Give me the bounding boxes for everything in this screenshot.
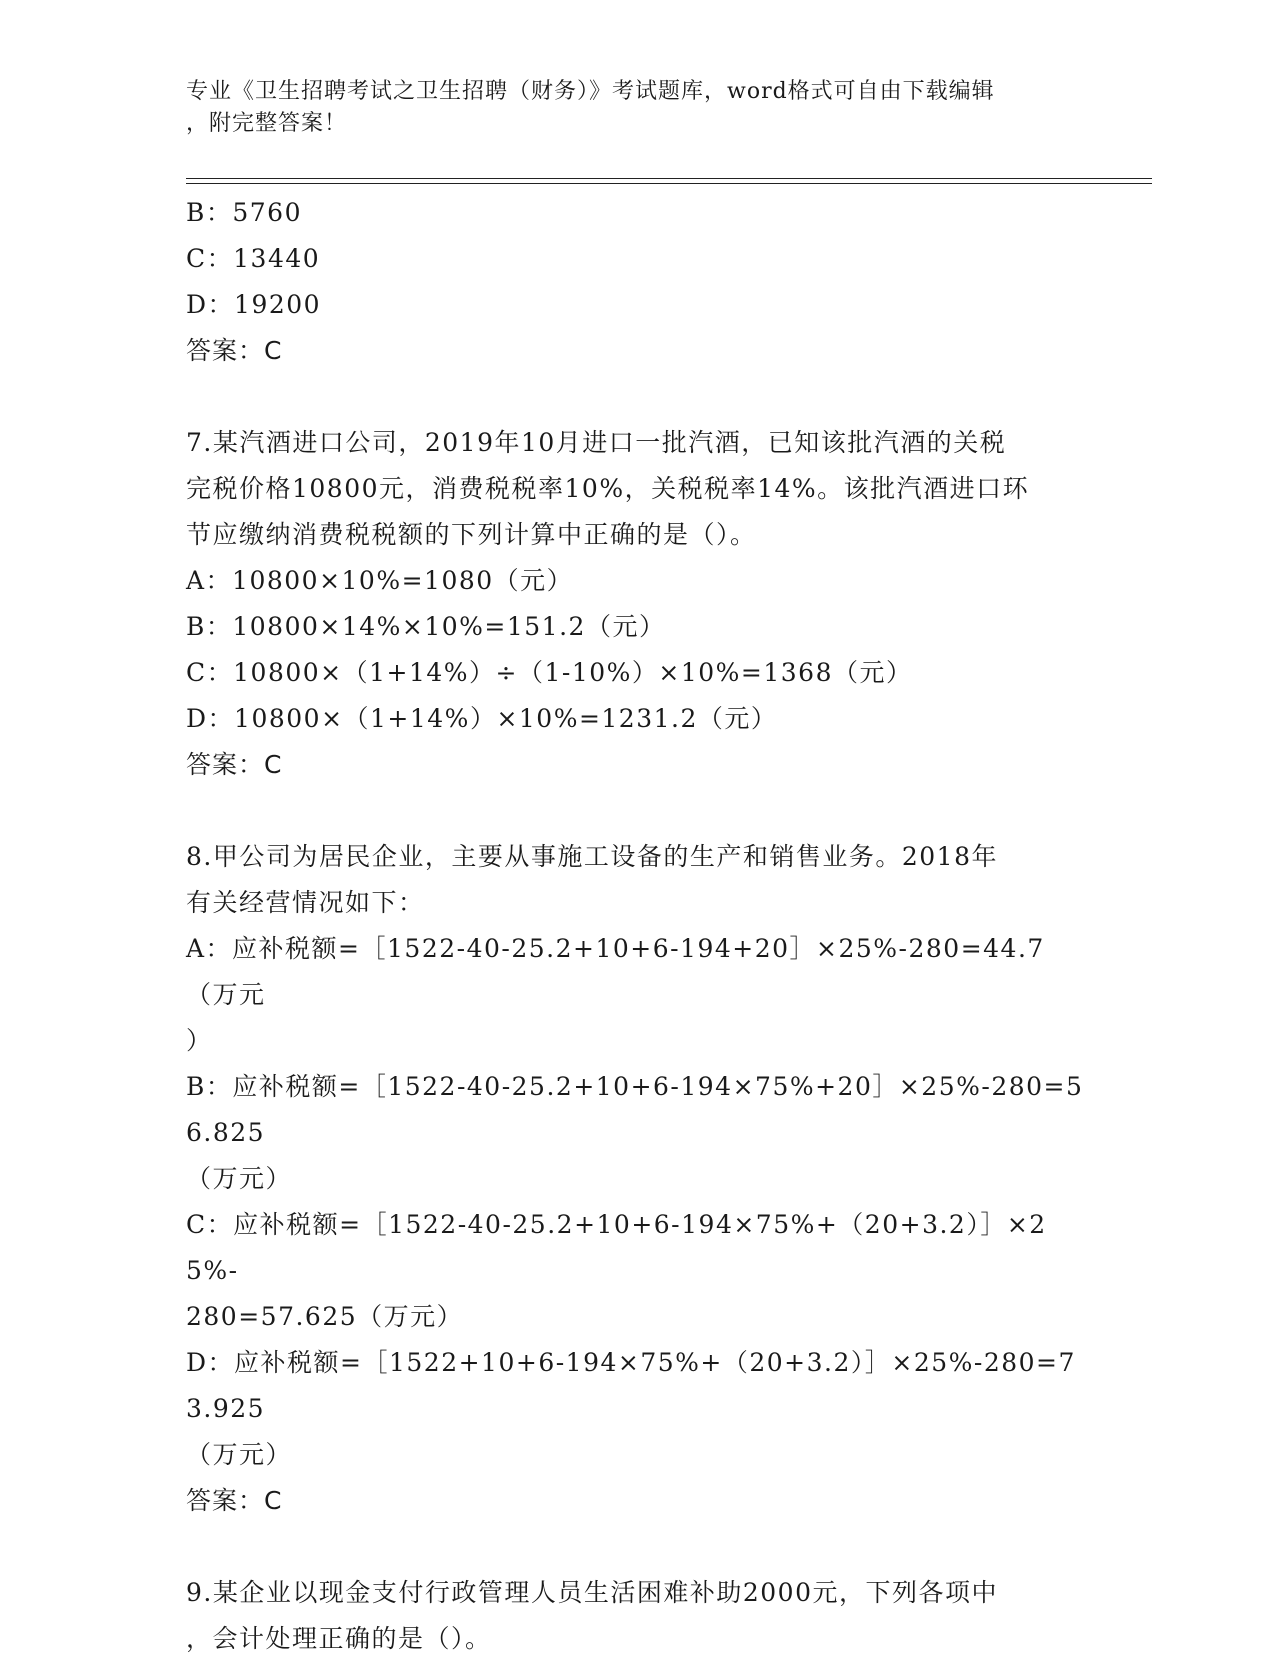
document-header bbox=[186, 76, 1086, 140]
spacer bbox=[186, 374, 1086, 420]
q8-option-d: D：应补税额=［1522+10+6-194×75%+（20+3.2）］×25%-280=73.925 bbox=[186, 1348, 1076, 1423]
q7-answer: 答案：C bbox=[186, 750, 283, 779]
header-rule-bottom bbox=[186, 183, 1152, 184]
q6-answer: 答案：C bbox=[186, 336, 283, 365]
q8-option-b-cont: （万元） bbox=[186, 1164, 293, 1193]
q6-option-b: B：5760 bbox=[186, 198, 302, 227]
q6-option-c: C：13440 bbox=[186, 244, 321, 273]
question-content bbox=[186, 190, 1086, 1662]
q8-option-c-cont: 280=57.625（万元） bbox=[186, 1302, 464, 1331]
header-line-2: ，附完整答案！ bbox=[186, 111, 348, 136]
q8-option-a-cont: ） bbox=[186, 1026, 213, 1055]
q7-stem-line-2: 完税价格10800元，消费税税率10%，关税税率14%。该批汽酒进口环 bbox=[186, 474, 1030, 503]
q9-stem-line-2: ，会计处理正确的是（）。 bbox=[186, 1624, 492, 1653]
q7-option-d: D：10800×（1+14%）×10%=1231.2（元） bbox=[186, 704, 778, 733]
q7-option-a: A：10800×10%=1080（元） bbox=[186, 566, 574, 595]
q7-stem-line-1: 7.某汽酒进口公司，2019年10月进口一批汽酒，已知该批汽酒的关税 bbox=[186, 428, 1007, 457]
q8-stem-line-1: 8.甲公司为居民企业，主要从事施工设备的生产和销售业务。2018年 bbox=[186, 842, 998, 871]
q8-option-b: B：应补税额=［1522-40-25.2+10+6-194×75%+20］×25%-280=56.825 bbox=[186, 1072, 1084, 1147]
q8-option-a: A：应补税额=［1522-40-25.2+10+6-194+20］×25%-280=44.7（万元 bbox=[186, 934, 1045, 1009]
q8-option-c: C：应补税额=［1522-40-25.2+10+6-194×75%+（20+3.2）］×25%- bbox=[186, 1210, 1047, 1285]
q6-option-d: D：19200 bbox=[186, 290, 322, 319]
q8-stem-line-2: 有关经营情况如下： bbox=[186, 888, 425, 917]
spacer bbox=[186, 1524, 1086, 1570]
header-line-1: 专业《卫生招聘考试之卫生招聘（财务）》考试题库，word格式可自由下载编辑 bbox=[186, 79, 995, 104]
q8-option-d-cont: （万元） bbox=[186, 1440, 293, 1469]
q8-answer: 答案：C bbox=[186, 1486, 283, 1515]
q7-option-c: C：10800×（1+14%）÷（1-10%）×10%=1368（元） bbox=[186, 658, 913, 687]
q7-option-b: B：10800×14%×10%=151.2（元） bbox=[186, 612, 666, 641]
q9-stem-line-1: 9.某企业以现金支付行政管理人员生活困难补助2000元，下列各项中 bbox=[186, 1578, 998, 1607]
spacer bbox=[186, 788, 1086, 834]
header-rule-top bbox=[186, 178, 1152, 179]
q7-stem-line-3: 节应缴纳消费税税额的下列计算中正确的是（）。 bbox=[186, 520, 757, 549]
